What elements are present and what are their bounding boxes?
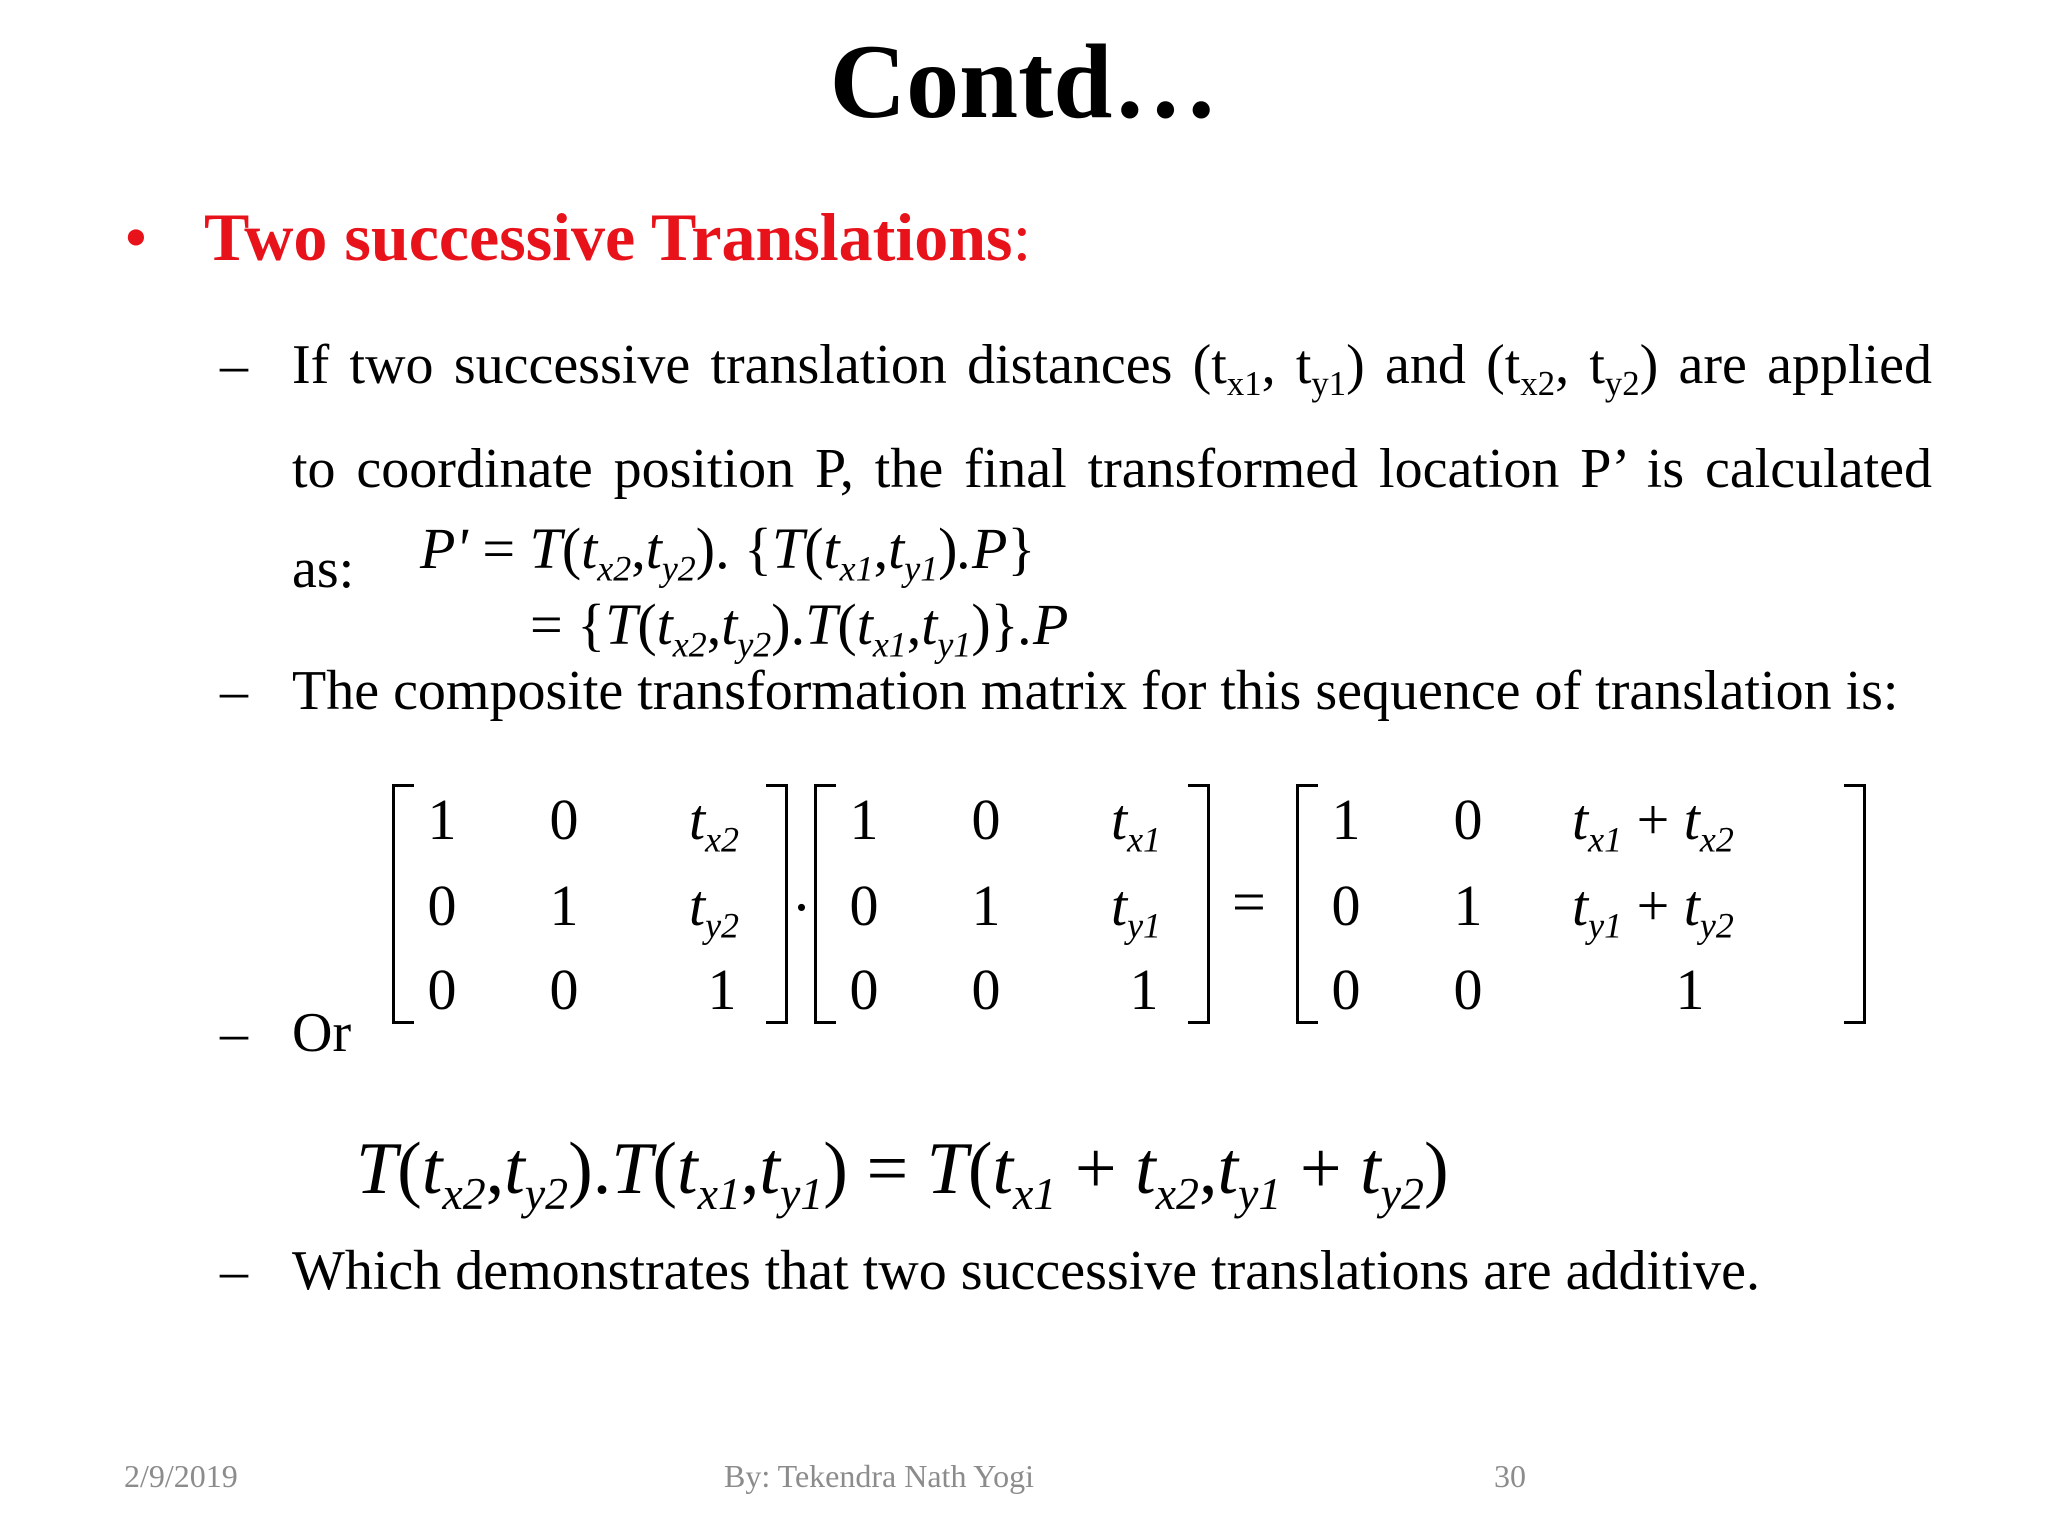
bullet-heading (124, 192, 1031, 282)
matrix-2-cell: 1 (971, 873, 1001, 938)
matrix-dot-operator: . (794, 857, 809, 923)
matrix-1-cell: 1 (427, 787, 457, 852)
matrix-3-left-bracket (1296, 784, 1318, 1024)
matrix-3-cell: 0 (1331, 957, 1361, 1022)
matrix-1-cell: $t_{x2}$ (688, 787, 740, 860)
matrix-3-cell: 1 (1453, 873, 1483, 938)
matrix-1-cell: 1 (549, 873, 579, 938)
matrix-1-cell: $t_{y2}$ (688, 873, 740, 946)
equation-2: = $\{T(t_{x2},t_{y2}).T(t_{x1},t_{y1})\}.P$ (530, 592, 1069, 665)
matrix-2-cell: $t_{x1}$ (1110, 787, 1162, 860)
matrix-2-cell: 0 (849, 957, 879, 1022)
matrix-2 (814, 784, 1210, 1026)
matrix-2-cell: 1 (1129, 957, 1159, 1022)
matrix-1-cell: 0 (549, 787, 579, 852)
matrix-2-cell: $t_{y1}$ (1110, 873, 1162, 946)
matrix-3 (1296, 784, 1866, 1026)
matrix-1-left-bracket (392, 784, 414, 1024)
matrix-3-cell: $t_{y1} + t_{y2}$ (1572, 873, 1734, 946)
matrix-2-cell: 1 (849, 787, 879, 852)
equation-1: $P' = T(t_{x2},t_{y2})$. $\{T(t_{x1},t_{y1}).P\}$ (420, 516, 1036, 589)
footer-page-number: 30 (1494, 1458, 1526, 1494)
matrix-3-cell: 0 (1453, 957, 1483, 1022)
equation-3: $T(t_{x2},t_{y2}).T(t_{x1},t_{y1}) = T(t_{x1} + t_{x2},t_{y1} + t_{y2})$ (356, 1128, 1449, 1220)
matrix-1-cell: 0 (427, 873, 457, 938)
dash-icon-2: – (220, 660, 248, 722)
matrix-2-left-bracket (814, 784, 836, 1024)
footer-date: 2/9/2019 (124, 1458, 238, 1494)
matrix-1-cell: 1 (707, 957, 737, 1022)
slide-title: Contd… (829, 23, 1219, 140)
matrix-3-cell: 1 (1675, 957, 1705, 1022)
matrix-3-cell: 0 (1453, 787, 1483, 852)
matrix-2-right-bracket (1188, 784, 1210, 1024)
matrix-3-right-bracket (1844, 784, 1866, 1024)
bullet-icon: • (124, 199, 148, 275)
dash-icon-1: – (220, 334, 248, 396)
matrix-1-cell: 0 (549, 957, 579, 1022)
bullet-heading-text: Two successive Translations (204, 199, 1013, 275)
matrix-2-cell: 0 (971, 787, 1001, 852)
item-1-line-2: to coordinate position P, the final transformed location P’ is calculated (292, 438, 1932, 500)
item-1-line-1: If two successive translation distances ($t_{x1}$, $t_{y1}$) and ($t_{x2}$, $t_{y2}$) are applied (292, 334, 1932, 404)
matrix-2-cell: 0 (849, 873, 879, 938)
item-2-text: The composite transformation matrix for this sequence of translation is: (292, 660, 1899, 722)
dash-icon-4: – (220, 1240, 248, 1302)
matrix-1-right-bracket (766, 784, 788, 1024)
matrix-equals-sign: = (1232, 869, 1266, 935)
item-3-text: Or (292, 1002, 352, 1064)
bullet-heading-colon: : (1012, 199, 1032, 275)
item-4-text: Which demonstrates that two successive translations are additive. (292, 1240, 1761, 1302)
matrix-1-cell: 0 (427, 957, 457, 1022)
matrix-2-cell: 0 (971, 957, 1001, 1022)
footer-author: By: Tekendra Nath Yogi (724, 1458, 1035, 1494)
matrix-1 (392, 784, 788, 1026)
matrix-3-cell: 1 (1331, 787, 1361, 852)
item-1-line-3: as: (292, 538, 355, 600)
dash-icon-3: – (220, 1002, 248, 1064)
matrix-3-cell: 0 (1331, 873, 1361, 938)
matrix-3-cell: $t_{x1} + t_{x2}$ (1572, 787, 1734, 860)
